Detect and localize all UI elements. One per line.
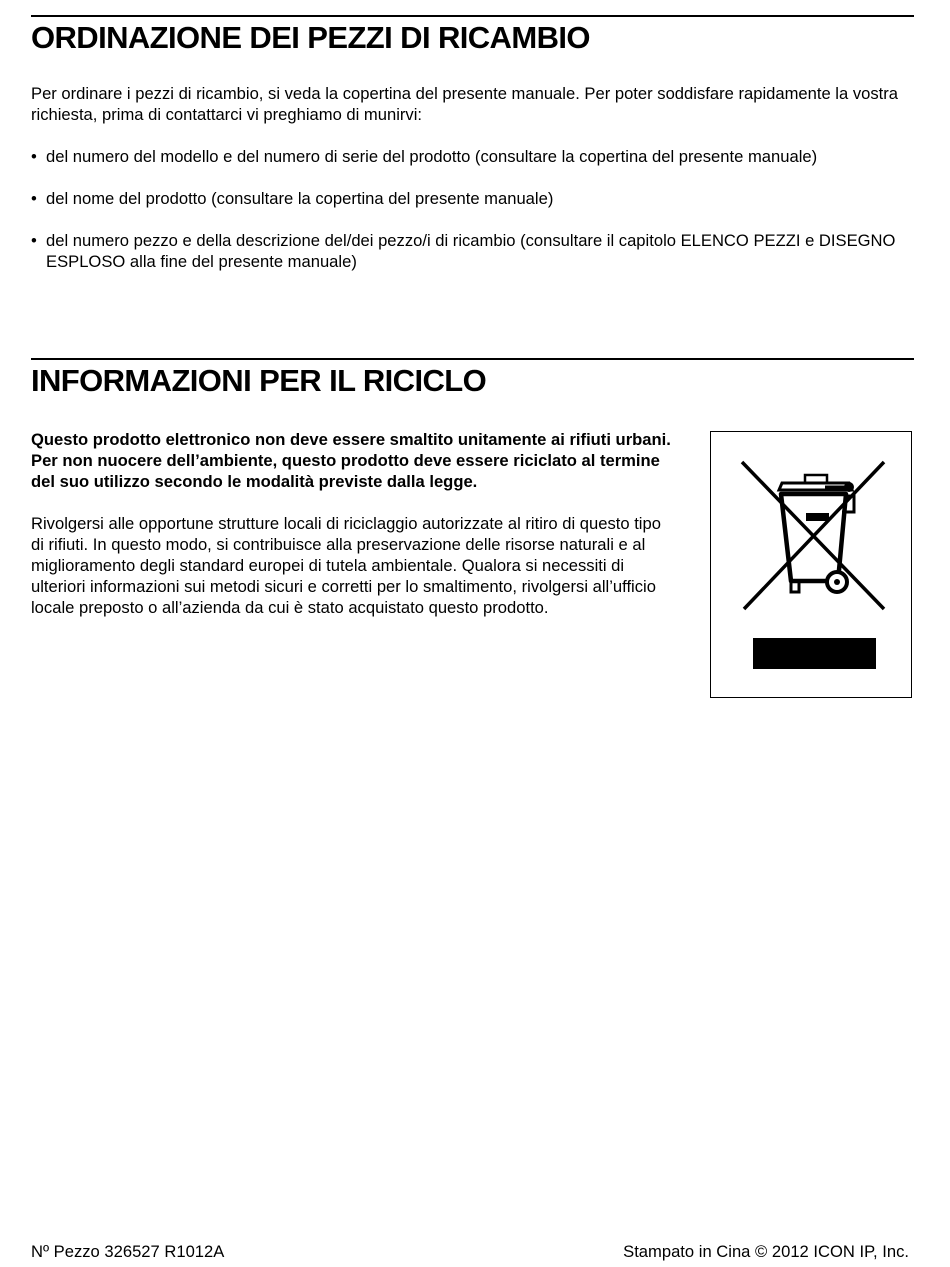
ordering-intro: Per ordinare i pezzi di ricambio, si veda la copertina del presente manuale. Per poter soddisfare rapidamente la vostra richiesta, prima di contattarci vi preghiamo di munirvi: <box>31 84 899 124</box>
bullet-symbol: • <box>31 231 37 250</box>
section-divider-ordering <box>31 15 914 17</box>
ordering-bullet-list <box>31 146 916 293</box>
ordering-title: ORDINAZIONE DEI PEZZI DI RICAMBIO <box>31 20 590 55</box>
list-item <box>31 230 916 272</box>
recycling-title: INFORMAZIONI PER IL RICICLO <box>31 363 487 398</box>
weee-symbol-box <box>710 431 912 698</box>
recycling-paragraph: Rivolgersi alle opportune strutture locali di riciclaggio autorizzate al ritiro di questo tipo di rifiuti. In questo modo, si contribuisce alla preservazione delle risorse naturali e al miglioramento degli standard europei di tutela ambientale. Qualora si necessiti di ulteriori informazioni sui metodi sicuri e corretti per lo smaltimento, rivolgersi all’ufficio locale preposto o all’azienda da cui è stato acquistato questo prodotto. <box>31 514 661 617</box>
footer-printed: Stampato in Cina © 2012 ICON IP, Inc. <box>623 1242 909 1261</box>
recycling-bold-paragraph: Questo prodotto elettronico non deve essere smaltito unitamente ai rifiuti urbani. Per non nuocere dell’ambiente, questo prodotto deve essere riciclato al termine del suo utilizzo secondo le modalità previste dalla legge. <box>31 430 671 491</box>
bullet-text: del numero del modello e del numero di serie del prodotto (consultare la copertina del presente manuale) <box>46 147 818 166</box>
section-divider-recycling <box>31 358 914 360</box>
footer-part-number: Nº Pezzo 326527 R1012A <box>31 1242 225 1261</box>
bullet-symbol: • <box>31 147 37 166</box>
bullet-text: del numero pezzo e della descrizione del/dei pezzo/i di ricambio (consultare il capitolo ELENCO PEZZI e DISEGNO ESPLOSO alla fine del presente manuale) <box>46 231 896 271</box>
crossed-out-wheelie-bin-icon <box>711 432 913 699</box>
bullet-text: del nome del prodotto (consultare la copertina del presente manuale) <box>46 189 554 208</box>
list-item <box>31 146 916 167</box>
bullet-symbol: • <box>31 189 37 208</box>
list-item <box>31 188 916 209</box>
